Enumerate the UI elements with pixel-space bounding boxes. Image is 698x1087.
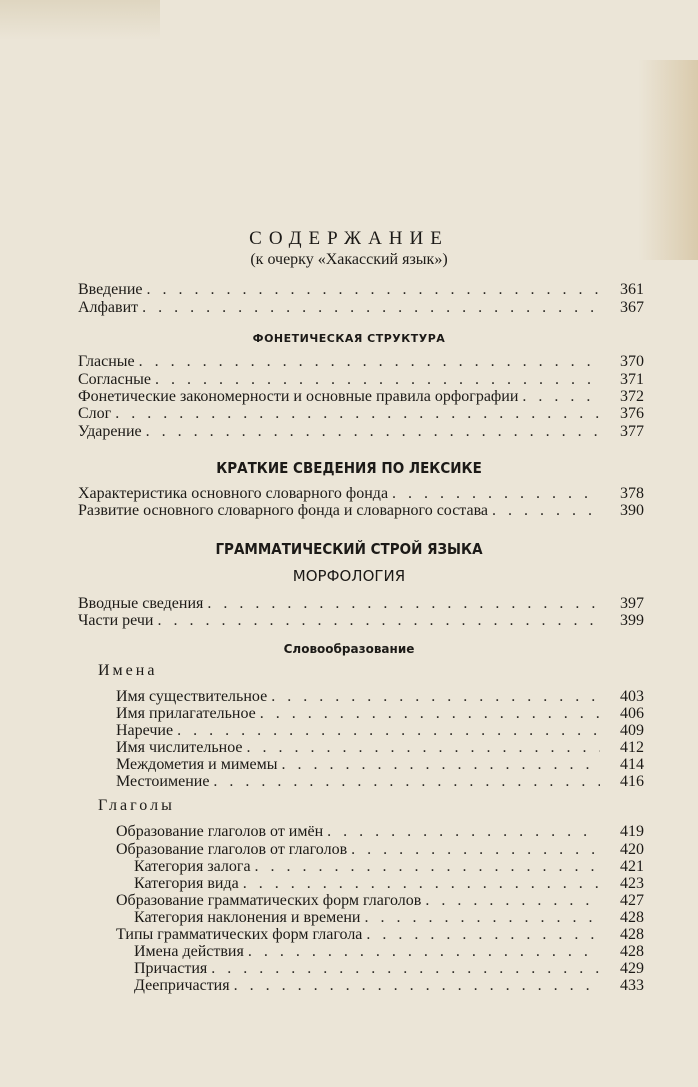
toc-entry: Характеристика основного словарного фонда . . . 378: [78, 485, 644, 503]
toc-entry: Наречие . . . 409: [116, 722, 644, 740]
toc-entry: Алфавит . . . 367: [78, 299, 644, 317]
toc-entry: Местоимение . . . 416: [116, 773, 644, 791]
toc-entry: Части речи . . . 399: [78, 612, 644, 630]
toc-entry: Слог . . . 376: [78, 405, 644, 423]
toc-entry: Типы грамматических форм глагола . . . 428: [116, 926, 644, 944]
toc-entry: Вводные сведения . . . 397: [78, 595, 644, 613]
contents-title: СОДЕРЖАНИЕ: [249, 228, 449, 249]
toc-entry: Гласные . . . 370: [78, 353, 644, 371]
toc-entry: Имя прилагательное . . . 406: [116, 705, 644, 723]
section-subheading-morphology: МОРФОЛОГИЯ: [292, 567, 406, 585]
toc-entry: Категория вида . . . 423: [134, 875, 644, 893]
toc-entry: Причастия . . . 429: [134, 960, 644, 978]
toc-entry: Фонетические закономерности и основные правила орфографии . . . 372: [78, 388, 644, 406]
toc-entry: Имена действия . . . 428: [134, 943, 644, 961]
section-heading-lexicon: КРАТКИЕ СВЕДЕНИЯ ПО ЛЕКСИКЕ: [216, 459, 482, 477]
toc-entry: Ударение . . . 377: [78, 423, 644, 441]
group-label-verbs: Глаголы: [98, 797, 175, 814]
toc-entry: Категория наклонения и времени . . . 428: [134, 909, 644, 927]
toc-entry: Согласные . . . 371: [78, 371, 644, 389]
section-heading-grammar: ГРАММАТИЧЕСКИЙ СТРОЙ ЯЗЫКА: [215, 540, 483, 558]
group-label-nouns: Имена: [98, 662, 158, 679]
toc-entry: Междометия и мимемы . . . 414: [116, 756, 644, 774]
section-heading-phonetic: ФОНЕТИЧЕСКАЯ СТРУКТУРА: [252, 332, 446, 345]
toc-entry: Имя существительное . . . 403: [116, 688, 644, 706]
toc-entry: Введение . . . 361: [78, 281, 644, 299]
toc-entry: Образование глаголов от имён . . . 419: [116, 823, 644, 841]
paper-stain: [0, 0, 160, 40]
toc-entry: Категория залога . . . 421: [134, 858, 644, 876]
toc-entry: Деепричастия . . . 433: [134, 977, 644, 995]
subsection-heading-word-formation: Словообразование: [283, 642, 415, 656]
toc-entry: Образование грамматических форм глаголов . . . 427: [116, 892, 644, 910]
toc-entry: Развитие основного словарного фонда и словарного состава . . . 390: [78, 502, 644, 520]
contents-subtitle: (к очерку «Хакасский язык»): [250, 251, 448, 268]
toc-entry: Образование глаголов от глаголов . . . 420: [116, 841, 644, 859]
toc-entry: Имя числительное . . . 412: [116, 739, 644, 757]
